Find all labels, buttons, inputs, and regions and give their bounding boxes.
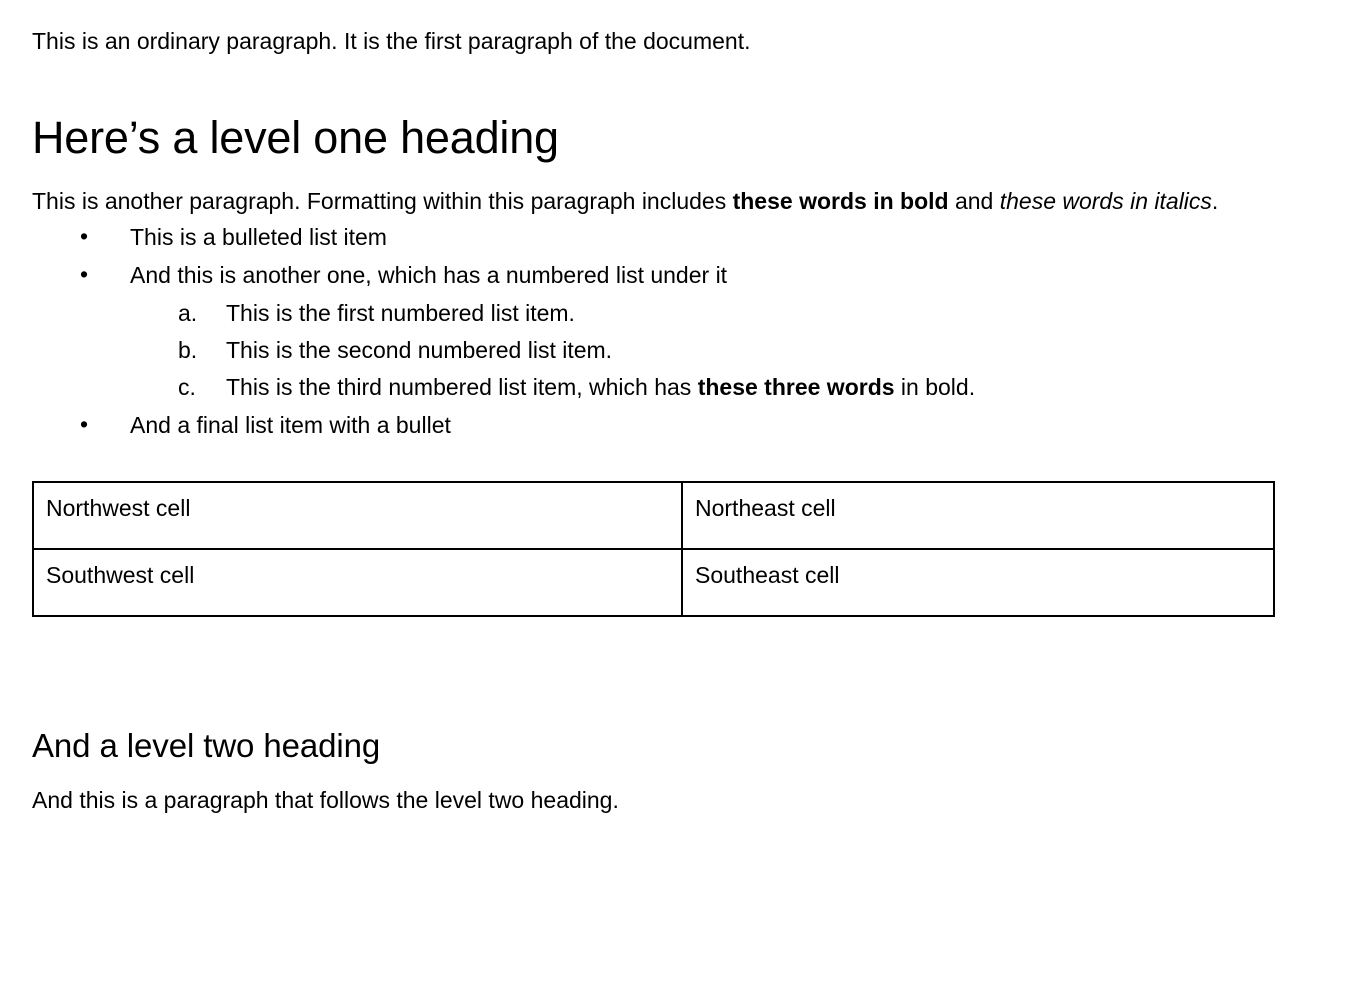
heading-level-one: Here’s a level one heading [32,112,559,164]
list-item-label: This is a bulleted list item [130,224,387,251]
list-item-label: And this is another one, which has a numbered list under it [130,261,728,288]
list-item-label-part-2: in bold. [894,374,976,401]
list-item-bold: these three words [697,374,895,401]
heading-level-two: And a level two heading [32,726,381,764]
paragraph-second-italic: these words in italics [999,188,1212,215]
list-item [32,410,1320,441]
heading-two-block [32,727,1320,815]
table-row [33,482,1274,549]
list-item-label: This is the second numbered list item. [226,337,613,364]
list-item-label: This is the first numbered list item. [226,300,575,326]
paragraph-second [32,186,1272,216]
list-item [130,371,1320,403]
list-item-marker: b. [178,337,198,364]
list-item [130,334,1320,366]
list-item-label-part-1: This is the third numbered list item, which has [226,374,698,401]
table-cell: Northwest cell [33,482,682,549]
table-cell: Southwest cell [33,549,682,616]
list-item-label: And a final list item with a bullet [130,411,451,438]
table-cell: Southeast cell [682,549,1274,616]
list-item-marker: a. [178,300,198,326]
table-cell: Northeast cell [682,482,1274,549]
table-row [33,549,1274,616]
numbered-list [130,297,1320,404]
bulleted-list [32,222,1320,440]
list-item [32,260,1320,404]
paragraph-first: This is an ordinary paragraph. It is the first paragraph of the document. [32,28,751,54]
paragraph-second-text-3: . [1211,188,1219,215]
paragraph-second-bold: these words in bold [732,188,949,215]
document-table [32,481,1275,617]
paragraph-third: And this is a paragraph that follows the level two heading. [32,786,619,813]
paragraph-second-text-2: and [948,188,1000,215]
list-item [32,222,1320,253]
list-item-marker: c. [178,374,196,401]
paragraph-second-text-1: This is another paragraph. Formatting within this paragraph includes [32,188,733,215]
list-item [130,297,1320,329]
